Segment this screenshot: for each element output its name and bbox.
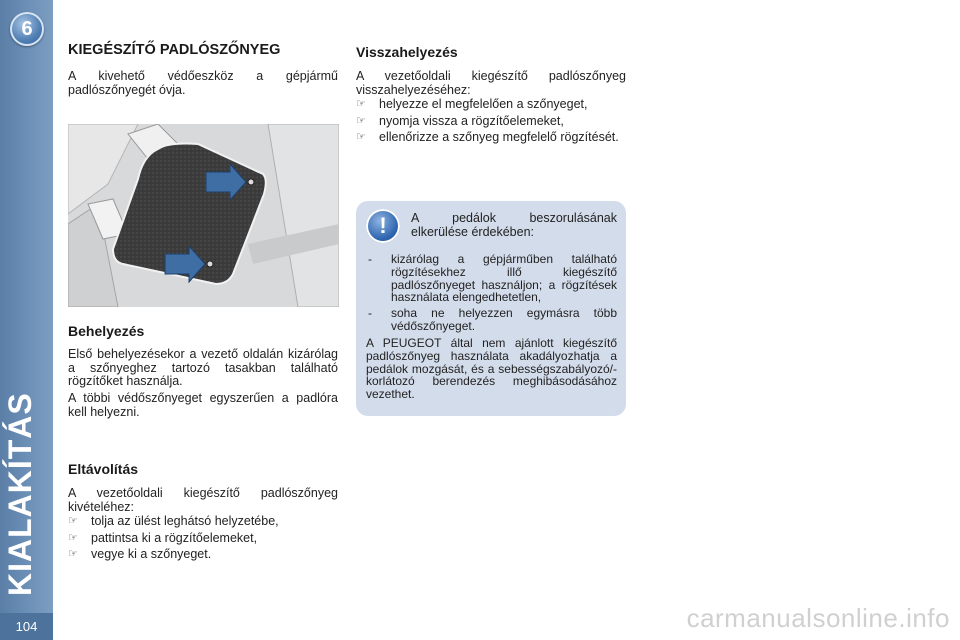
intro-text: A kivehető védőeszköz a gépjármű padlószőnyegét óvja. xyxy=(68,69,338,97)
warning-box xyxy=(356,201,626,416)
warning-lead: A pedálok beszorulásának elkerülése érdekében: xyxy=(411,211,617,239)
list-item: - soha ne helyezzen egymásra több védőszőnyeget. xyxy=(368,306,617,333)
refit-steps xyxy=(356,98,626,148)
insert-paragraph-2: A többi védőszőnyeget egyszerűen a padlóra kell helyezni. xyxy=(68,391,338,419)
refit-heading: Visszahelyezés xyxy=(356,44,458,60)
list-item: ☞ ellenőrizze a szőnyeg megfelelő rögzítését. xyxy=(356,130,619,144)
insert-heading: Behelyezés xyxy=(68,323,145,339)
list-item: ☞ helyezze el megfelelően a szőnyeget, xyxy=(356,97,588,111)
chapter-number-badge: 6 xyxy=(10,12,44,46)
pointing-hand-icon: ☞ xyxy=(68,515,78,527)
pointing-hand-icon: ☞ xyxy=(356,98,366,110)
list-item: ☞ nyomja vissza a rögzítőelemeket, xyxy=(356,113,564,128)
page-title: KIEGÉSZÍTŐ PADLÓSZŐNYEG xyxy=(68,42,281,58)
page-number: 104 xyxy=(0,613,53,640)
floor-mat-illustration xyxy=(68,124,339,307)
exclamation-icon: ! xyxy=(366,209,400,243)
list-item: ☞ pattintsa ki a rögzítőelemeket, xyxy=(68,530,258,545)
insert-paragraph-1: Első behelyezésekor a vezető oldalán kizárólag a szőnyeghez tartozó tasakban található rögzítőket használja. xyxy=(68,347,338,388)
floor-mat-drawing xyxy=(68,124,339,307)
remove-heading: Eltávolítás xyxy=(68,461,139,477)
pointing-hand-icon: ☞ xyxy=(68,548,78,560)
pointing-hand-icon: ☞ xyxy=(68,531,78,544)
list-item: ☞ vegye ki a szőnyeget. xyxy=(68,547,212,561)
watermark: carmanualsonline.info xyxy=(686,603,950,633)
pointing-hand-icon: ☞ xyxy=(356,114,366,127)
list-item: - kizárólag a gépjárműben található rögzítésekhez illő kiegészítő padlószőnyeget használjon; a rögzítések használata elengedhetetlen, xyxy=(368,252,617,305)
warning-footer: A PEUGEOT által nem ajánlott kiegészítő padlószőnyeg használata akadályozhatja a pedálok mozgását, és a sebességszabályozó/-korlátozó berendezés meghibásodásához vezethet. xyxy=(366,336,617,402)
warning-list xyxy=(366,253,617,336)
remove-steps xyxy=(68,515,338,565)
chapter-sidebar xyxy=(0,0,53,640)
remove-lead: A vezetőoldali kiegészítő padlószőnyeg kivételéhez: xyxy=(68,486,338,514)
section-title: KIALAKÍTÁS xyxy=(2,392,38,596)
pointing-hand-icon: ☞ xyxy=(356,131,366,143)
refit-lead: A vezetőoldali kiegészítő padlószőnyeg visszahelyezéséhez: xyxy=(356,69,626,97)
list-item: ☞ tolja az ülést leghátsó helyzetébe, xyxy=(68,514,279,528)
